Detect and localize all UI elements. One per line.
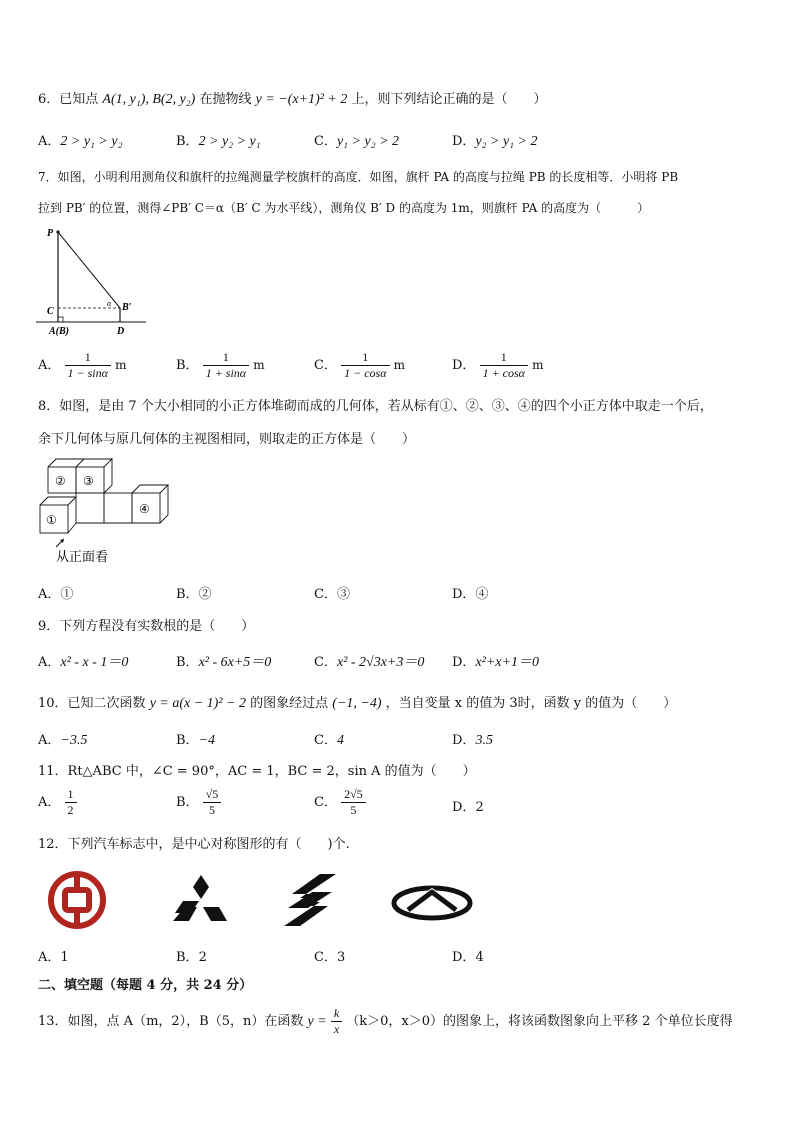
- q7-option-c[interactable]: C． $\frac{1}{1 - \cos\alpha}$ m: [314, 350, 406, 380]
- q7-option-b[interactable]: B． $\frac{1}{1 + \sin\alpha}$ m: [176, 350, 265, 380]
- q12-option-b[interactable]: B．2: [176, 950, 207, 965]
- q6-stem-suffix: 上，则下列结论正确的是（ ）: [351, 92, 547, 107]
- q6-option-b[interactable]: B．2 > y₂ > y₁: [176, 134, 261, 149]
- view-label: 从正面看: [56, 549, 109, 564]
- label-c: C: [47, 306, 54, 317]
- cube-2-label: ②: [55, 474, 66, 488]
- q6-option-c[interactable]: C．y₁ > y₂ > 2: [314, 134, 400, 149]
- q6-stem-prefix: 6．已知点: [38, 92, 99, 107]
- q8-option-d[interactable]: D．④: [452, 587, 489, 602]
- point-p: [56, 230, 59, 233]
- q6-option-d[interactable]: D．y₂ > y₁ > 2: [452, 134, 538, 149]
- q7-option-d[interactable]: D． $\frac{1}{1 + \cos\alpha}$ m: [452, 350, 544, 380]
- q11-option-c[interactable]: C． $\frac{2√5}{5}$: [314, 787, 366, 818]
- q12-option-a[interactable]: A．1: [38, 950, 69, 965]
- q11-option-a[interactable]: A． $\frac{1}{2}$: [38, 787, 77, 818]
- label-b-prime: B′: [122, 302, 132, 313]
- q6-stem-mid: 在抛物线: [199, 92, 252, 107]
- q10-equation: y = a(x − 1)² − 2: [149, 696, 246, 711]
- cube-3-label: ③: [83, 474, 94, 488]
- q12-option-c[interactable]: C．3: [314, 950, 346, 965]
- q10-option-a[interactable]: A．−3.5: [38, 733, 88, 748]
- q9-stem: 9．下列方程没有实数根的是（ ）: [38, 619, 255, 634]
- cube-1-label: ①: [46, 513, 57, 527]
- q6-stem: [38, 88, 547, 108]
- right-angle-mark: [58, 317, 63, 322]
- rope-line: [58, 232, 120, 308]
- q7-figure: [34, 224, 150, 338]
- q7-stem-line1: 7．如图，小明利用测角仪和旗杆的拉绳测量学校旗杆的高度．如图，旗杆 PA 的高度与拉绳 PB 的长度相等．小明将 PB: [38, 170, 679, 184]
- label-alpha: α: [107, 299, 112, 308]
- q9-option-b[interactable]: B．x² - 6x+5＝0: [176, 655, 272, 670]
- q11-stem: 11．Rt△ABC 中，∠C = 90°，AC = 1，BC = 2，sin A 的值为（ ）: [38, 764, 476, 779]
- q6-equation: y = −(x+1)² + 2: [255, 92, 348, 107]
- q9-option-d[interactable]: D．x²+x+1＝0: [452, 655, 539, 670]
- cube-4-label: ④: [139, 502, 150, 516]
- label-d: D: [117, 326, 125, 337]
- q12-option-d[interactable]: D．4: [452, 950, 484, 965]
- q8-stem-line1: 8．如图，是由 7 个大小相同的小正方体堆砌而成的几何体，若从标有①、②、③、④的四个小正方体中取走一个后，: [38, 399, 713, 414]
- q7-option-a[interactable]: A． $\frac{1}{1 - \sin\alpha}$ m: [38, 350, 127, 380]
- q13-stem: 13．如图，点 A（m，2），B（5，n）在函数 y = $\frac{k}{x}$ （k＞0，x＞0）的图象上，将该函数图象向上平移 2 个单位长度得: [38, 1006, 733, 1036]
- q8-cube-figure: [36, 455, 176, 567]
- q8-stem-line2: 余下几何体与原几何体的主视图相同，则取走的正方体是（ ）: [38, 432, 416, 447]
- q11-option-d[interactable]: D．2: [452, 800, 484, 815]
- q6-option-a[interactable]: A．2 > y₁ > y₂: [38, 134, 123, 149]
- mitsubishi-logo-icon: [170, 873, 232, 925]
- q10-option-c[interactable]: C．4: [314, 733, 344, 748]
- q10-stem: 10．已知二次函数 y = a(x − 1)² − 2 的图象经过点 (−1, −4) ，当自变量 x 的值为 3时，函数 y 的值为（ ）: [38, 696, 677, 711]
- section-title-fill-in: 二、填空题（每题 4 分，共 24 分）: [38, 978, 253, 993]
- q10-option-b[interactable]: B．−4: [176, 733, 216, 748]
- bank-of-china-logo-icon: [44, 870, 110, 930]
- q8-option-a[interactable]: A．①: [38, 587, 74, 602]
- q8-option-c[interactable]: C．③: [314, 587, 350, 602]
- q6-points: A(1, y₁), B(2, y₂): [102, 92, 196, 107]
- q10-point: (−1, −4): [332, 696, 382, 711]
- q7-stem-line2: 拉到 PB′ 的位置，测得∠PB′ C＝α（B′ C 为水平线），测角仪 B′ D 的高度为 1m，则旗杆 PA 的高度为（ ）: [38, 201, 650, 215]
- infiniti-logo-icon: [390, 880, 474, 926]
- suzuki-logo-icon: [280, 870, 340, 930]
- q9-option-c[interactable]: C．x² - 2√3x+3＝0: [314, 655, 425, 670]
- q11-option-b[interactable]: B． $\frac{√5}{5}$: [176, 787, 221, 818]
- q9-option-a[interactable]: A．x² - x - 1＝0: [38, 655, 129, 670]
- label-ab: A(B): [49, 326, 69, 337]
- q12-stem: 12．下列汽车标志中，是中心对称图形的有（ )个.: [38, 837, 350, 852]
- q8-option-b[interactable]: B．②: [176, 587, 212, 602]
- label-p: P: [47, 228, 54, 239]
- q10-option-d[interactable]: D．3.5: [452, 733, 493, 748]
